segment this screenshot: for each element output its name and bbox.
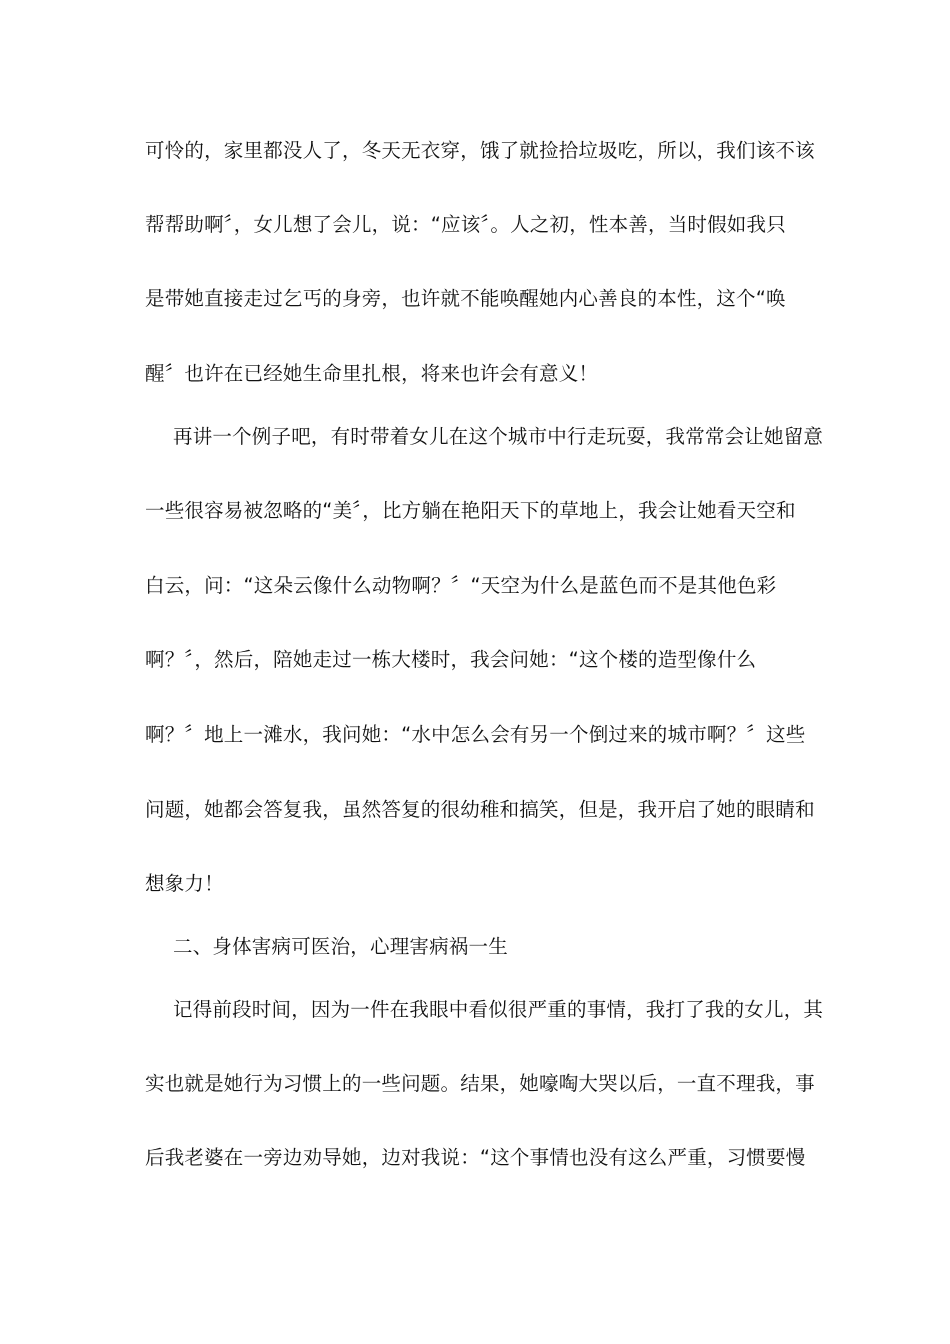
paragraph-start-line: 记得前段时间，因为一件在我眼中看似很严重的事情，我打了我的女儿，其: [173, 998, 824, 1021]
text-line: 是带她直接走过乞丐的身旁，也许就不能唤醒她内心善良的本性，这个“唤: [145, 287, 786, 310]
text-line: 实也就是她行为习惯上的一些问题。结果，她嚎啕大哭以后，一直不理我，事: [145, 1072, 815, 1095]
paragraph-start-line: 再讲一个例子吧，有时带着女儿在这个城市中行走玩耍，我常常会让她留意: [173, 425, 824, 448]
text-line: 可怜的，家里都没人了，冬天无衣穿，饿了就捡拾垃圾吃，所以，我们该不该: [145, 139, 815, 162]
text-line: 白云，问：“这朵云像什么动物啊？〞“天空为什么是蓝色而不是其他色彩: [145, 574, 777, 597]
text-line: 后我老婆在一旁边劝导她，边对我说：“这个事情也没有这么严重，习惯要慢: [145, 1146, 806, 1169]
text-line: 帮帮助啊〞，女儿想了会儿，说：“应该〞。人之初，性本善，当时假如我只: [145, 213, 786, 236]
text-line: 一些很容易被忽略的“美〞，比方躺在艳阳天下的草地上，我会让她看天空和: [145, 499, 796, 522]
text-line: 问题，她都会答复我，虽然答复的很幼稚和搞笑，但是，我开启了她的眼睛和: [145, 798, 815, 821]
text-line: 啊？〞，然后，陪她走过一栋大楼时，我会问她：“这个楼的造型像什么: [145, 648, 757, 671]
section-heading: 二、身体害病可医治，心理害病祸一生: [173, 935, 508, 958]
text-line: 想象力！: [145, 872, 224, 895]
text-line: 啊？〞地上一滩水，我问她：“水中怎么会有另一个倒过来的城市啊？〞这些: [145, 723, 806, 746]
text-line: 醒〞也许在已经她生命里扎根，将来也许会有意义！: [145, 362, 599, 385]
